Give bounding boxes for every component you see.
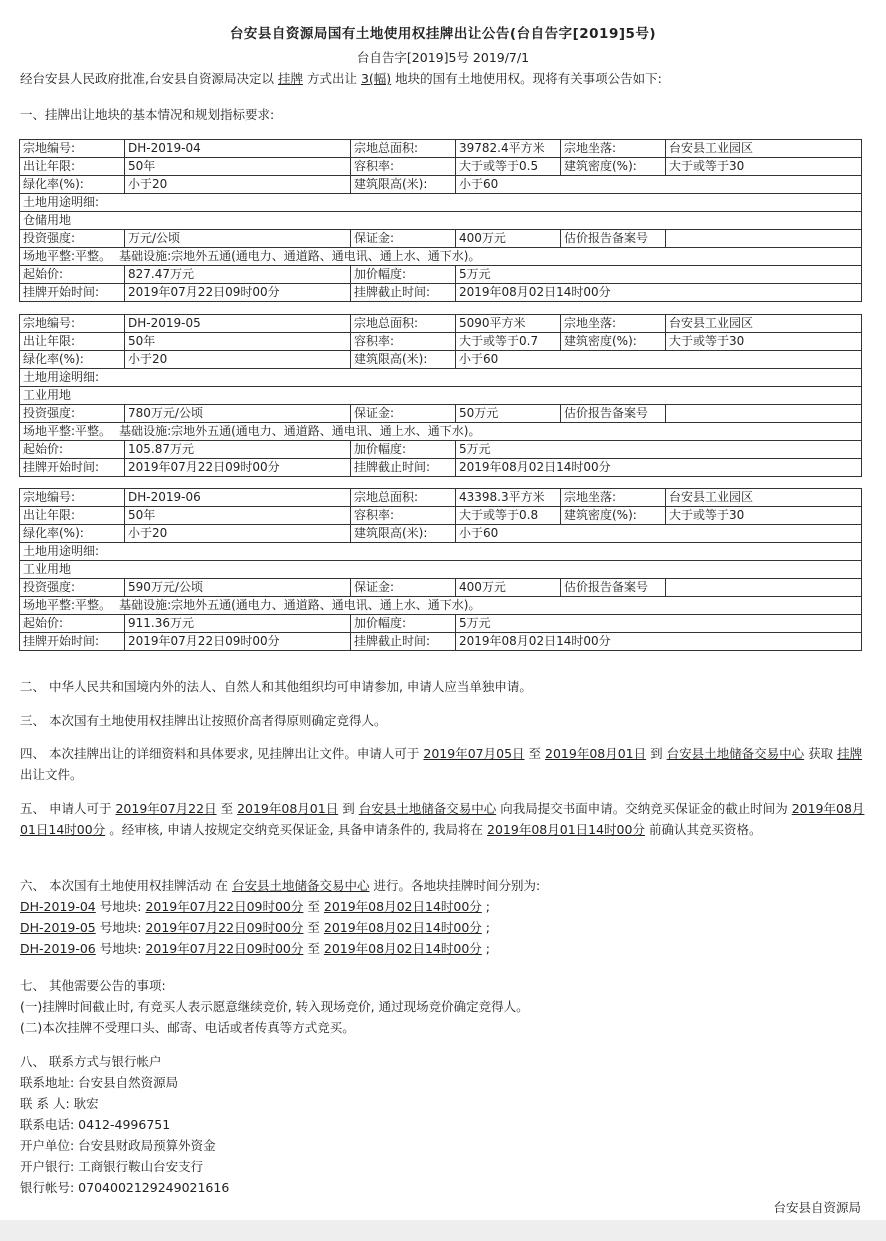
plot-row [20, 441, 862, 459]
schedule-start: 2019年07月22日09时00分 [145, 920, 304, 935]
plot-row [20, 597, 862, 615]
far-label: 容积率: [351, 507, 456, 525]
appraisal-label: 估价报告备案号 [561, 405, 666, 423]
area-value: 43398.3平方米 [456, 489, 561, 507]
plot-row [20, 543, 862, 561]
term-label: 出让年限: [20, 158, 125, 176]
increment-value: 5万元 [456, 266, 862, 284]
green-value: 小于20 [125, 525, 351, 543]
section5-text-d: 向我局提交书面申请。交纳竞买保证金的截止时间为 [500, 801, 788, 816]
far-label: 容积率: [351, 158, 456, 176]
end-time-value: 2019年08月02日14时00分 [456, 633, 862, 651]
investment-label: 投资强度: [20, 579, 125, 597]
section6-place: 台安县土地储备交易中心 [231, 878, 370, 893]
section5-date-end: 2019年08月01日 [237, 801, 339, 816]
appraisal-value [666, 579, 862, 597]
site-value: 平整。 [75, 424, 112, 438]
infra-value: 宗地外五通(通电力、通道路、通电讯、通上水、通下水)。 [171, 598, 481, 612]
deposit-label: 保证金: [351, 405, 456, 423]
schedule-to: 至 [307, 899, 320, 914]
schedule-start: 2019年07月22日09时00分 [145, 899, 304, 914]
plot-row [20, 230, 862, 248]
section5-confirm-time: 2019年08月01日14时00分 [487, 822, 645, 837]
intro-prefix: 经台安县人民政府批准,台安县自资源局决定以 [20, 71, 274, 86]
investment-label: 投资强度: [20, 405, 125, 423]
location-value: 台安县工业园区 [666, 315, 862, 333]
area-label: 宗地总面积: [351, 489, 456, 507]
schedule-end: 2019年08月02日14时00分 [323, 941, 482, 956]
plot-row [20, 315, 862, 333]
term-value: 50年 [125, 333, 351, 351]
plot-row [20, 212, 862, 230]
infra-value: 宗地外五通(通电力、通道路、通电讯、通上水、通下水)。 [171, 424, 481, 438]
plot-row [20, 525, 862, 543]
appraisal-value [666, 230, 862, 248]
bottom-bar [0, 1220, 886, 1241]
start-time-label: 挂牌开始时间: [20, 284, 125, 302]
plot-row [20, 387, 862, 405]
location-value: 台安县工业园区 [666, 140, 862, 158]
code-label: 宗地编号: [20, 140, 125, 158]
deposit-label: 保证金: [351, 579, 456, 597]
plot-row [20, 176, 862, 194]
infra-value: 宗地外五通(通电力、通道路、通电讯、通上水、通下水)。 [171, 249, 481, 263]
start-time-value: 2019年07月22日09时00分 [125, 284, 351, 302]
schedule-sep: ; [485, 941, 491, 956]
section4-date-start: 2019年07月05日 [423, 746, 525, 761]
area-value: 39782.4平方米 [456, 140, 561, 158]
infra-label: 基础设施: [119, 598, 172, 612]
schedule-line [20, 918, 490, 936]
plot-table [19, 488, 862, 651]
section4-text-b: 至 [528, 746, 542, 761]
green-value: 小于20 [125, 351, 351, 369]
site-infra-cell [20, 423, 862, 441]
start-time-value: 2019年07月22日09时00分 [125, 459, 351, 477]
plot-row [20, 248, 862, 266]
density-value: 大于或等于30 [666, 507, 862, 525]
schedule-sep: ; [485, 920, 491, 935]
appraisal-value [666, 405, 862, 423]
infra-label: 基础设施: [119, 424, 172, 438]
plot-row [20, 333, 862, 351]
plot-row [20, 351, 862, 369]
code-label: 宗地编号: [20, 489, 125, 507]
site-label: 场地平整: [23, 598, 76, 612]
schedule-end: 2019年08月02日14时00分 [323, 899, 482, 914]
deposit-label: 保证金: [351, 230, 456, 248]
contact-person: 联 系 人: 耿宏 [20, 1096, 99, 1111]
appraisal-label: 估价报告备案号 [561, 230, 666, 248]
use-value: 工业用地 [20, 561, 862, 579]
density-value: 大于或等于30 [666, 333, 862, 351]
green-label: 绿化率(%): [20, 176, 125, 194]
deposit-value: 400万元 [456, 230, 561, 248]
site-infra-cell [20, 597, 862, 615]
plot-row [20, 284, 862, 302]
site-value: 平整。 [75, 249, 112, 263]
height-label: 建筑限高(米): [351, 351, 456, 369]
document-number: 台自告字[2019]5号 2019/7/1 [356, 50, 530, 65]
section6-text-b: 进行。各地块挂牌时间分别为: [373, 878, 541, 893]
section5-text-b: 至 [220, 801, 234, 816]
schedule-code: DH-2019-04 [20, 899, 96, 914]
section4-method: 挂牌 [837, 746, 863, 761]
investment-value: 590万元/公顷 [125, 579, 351, 597]
code-label: 宗地编号: [20, 315, 125, 333]
use-detail-label: 土地用途明细: [20, 369, 862, 387]
deposit-value: 50万元 [456, 405, 561, 423]
section3-paragraph: 三、 本次国有土地使用权挂牌出让按照价高者得原则确定竞得人。 [20, 713, 387, 728]
section5-text-e: 。经审核, 申请人按规定交纳竞买保证金, 具备申请条件的, 我局将在 [109, 822, 484, 837]
intro-method: 挂牌 [277, 71, 303, 86]
height-value: 小于60 [456, 176, 862, 194]
plot-row [20, 369, 862, 387]
plot-row [20, 266, 862, 284]
density-label: 建筑密度(%): [561, 333, 666, 351]
section1-heading: 一、挂牌出让地块的基本情况和规划指标要求: [20, 107, 275, 122]
section4-date-end: 2019年08月01日 [545, 746, 647, 761]
site-infra-cell [20, 248, 862, 266]
green-label: 绿化率(%): [20, 351, 125, 369]
far-value: 大于或等于0.5 [456, 158, 561, 176]
section5-text-c: 到 [342, 801, 355, 816]
account-name: 开户单位: 台安县财政局预算外资金 [20, 1138, 216, 1153]
far-label: 容积率: [351, 333, 456, 351]
investment-value: 万元/公顷 [125, 230, 351, 248]
location-label: 宗地坐落: [561, 315, 666, 333]
site-label: 场地平整: [23, 249, 76, 263]
increment-value: 5万元 [456, 615, 862, 633]
section6-heading [20, 876, 540, 894]
plot-row [20, 459, 862, 477]
contact-phone: 联系电话: 0412-4996751 [20, 1117, 171, 1132]
section7-heading: 七、 其他需要公告的事项: [20, 978, 166, 993]
section4-text-a: 四、 本次挂牌出让的详细资料和具体要求, 见挂牌出让文件。申请人可于 [20, 746, 420, 761]
plot-row [20, 140, 862, 158]
term-value: 50年 [125, 158, 351, 176]
schedule-line [20, 939, 490, 957]
section4-text-e: 出让文件。 [20, 767, 83, 782]
start-price-label: 起始价: [20, 441, 125, 459]
location-value: 台安县工业园区 [666, 489, 862, 507]
section2-paragraph: 二、 中华人民共和国境内外的法人、自然人和其他组织均可申请参加, 申请人应当单独申请。 [20, 679, 532, 694]
intro-count: 3(幅) [360, 71, 392, 86]
schedule-mid: 号地块: [99, 941, 142, 956]
plot-row [20, 561, 862, 579]
plot-row [20, 194, 862, 212]
contact-address: 联系地址: 台安县自然资源局 [20, 1075, 179, 1090]
use-detail-label: 土地用途明细: [20, 543, 862, 561]
intro-paragraph [20, 69, 662, 87]
section5-deadline: 2019年08月01日14时00分 [20, 801, 865, 837]
start-time-label: 挂牌开始时间: [20, 633, 125, 651]
schedule-start: 2019年07月22日09时00分 [145, 941, 304, 956]
far-value: 大于或等于0.7 [456, 333, 561, 351]
investment-value: 780万元/公顷 [125, 405, 351, 423]
increment-value: 5万元 [456, 441, 862, 459]
plot-row [20, 423, 862, 441]
section7-item1: (一)挂牌时间截止时, 有竞买人表示愿意继续竞价, 转入现场竞价, 通过现场竞价确定竞得人。 [20, 999, 529, 1014]
start-price-label: 起始价: [20, 615, 125, 633]
height-value: 小于60 [456, 351, 862, 369]
section4-paragraph [20, 743, 865, 785]
start-price-value: 827.47万元 [125, 266, 351, 284]
schedule-line [20, 897, 490, 915]
signature: 台安县自资源局 [773, 1200, 861, 1215]
investment-label: 投资强度: [20, 230, 125, 248]
increment-label: 加价幅度: [351, 441, 456, 459]
increment-label: 加价幅度: [351, 615, 456, 633]
site-label: 场地平整: [23, 424, 76, 438]
term-value: 50年 [125, 507, 351, 525]
density-value: 大于或等于30 [666, 158, 862, 176]
green-label: 绿化率(%): [20, 525, 125, 543]
section5-text-a: 五、 申请人可于 [20, 801, 112, 816]
area-label: 宗地总面积: [351, 140, 456, 158]
section5-paragraph [20, 798, 865, 840]
end-time-label: 挂牌截止时间: [351, 459, 456, 477]
height-label: 建筑限高(米): [351, 176, 456, 194]
section4-place: 台安县土地储备交易中心 [666, 746, 805, 761]
section4-text-c: 到 [650, 746, 663, 761]
section8-heading: 八、 联系方式与银行帐户 [20, 1054, 162, 1069]
plot-row [20, 633, 862, 651]
schedule-to: 至 [307, 941, 320, 956]
end-time-value: 2019年08月02日14时00分 [456, 459, 862, 477]
deposit-value: 400万元 [456, 579, 561, 597]
plot-table [19, 139, 862, 302]
infra-label: 基础设施: [119, 249, 172, 263]
start-time-label: 挂牌开始时间: [20, 459, 125, 477]
start-price-value: 911.36万元 [125, 615, 351, 633]
code-value: DH-2019-05 [125, 315, 351, 333]
schedule-end: 2019年08月02日14时00分 [323, 920, 482, 935]
site-value: 平整。 [75, 598, 112, 612]
far-value: 大于或等于0.8 [456, 507, 561, 525]
area-label: 宗地总面积: [351, 315, 456, 333]
end-time-value: 2019年08月02日14时00分 [456, 284, 862, 302]
schedule-to: 至 [307, 920, 320, 935]
schedule-mid: 号地块: [99, 899, 142, 914]
term-label: 出让年限: [20, 333, 125, 351]
density-label: 建筑密度(%): [561, 507, 666, 525]
height-value: 小于60 [456, 525, 862, 543]
section4-text-d: 获取 [808, 746, 834, 761]
intro-suffix: 地块的国有土地使用权。现将有关事项公告如下: [395, 71, 662, 86]
code-value: DH-2019-04 [125, 140, 351, 158]
use-value: 仓储用地 [20, 212, 862, 230]
plot-row [20, 489, 862, 507]
section7-item2: (二)本次挂牌不受理口头、邮寄、电话或者传真等方式竞买。 [20, 1020, 355, 1035]
schedule-code: DH-2019-05 [20, 920, 96, 935]
section6-text-a: 六、 本次国有土地使用权挂牌活动 在 [20, 878, 228, 893]
appraisal-label: 估价报告备案号 [561, 579, 666, 597]
use-detail-label: 土地用途明细: [20, 194, 862, 212]
plot-table [19, 314, 862, 477]
plot-row [20, 579, 862, 597]
term-label: 出让年限: [20, 507, 125, 525]
increment-label: 加价幅度: [351, 266, 456, 284]
account-bank: 开户银行: 工商银行鞍山台安支行 [20, 1159, 204, 1174]
density-label: 建筑密度(%): [561, 158, 666, 176]
end-time-label: 挂牌截止时间: [351, 633, 456, 651]
schedule-code: DH-2019-06 [20, 941, 96, 956]
location-label: 宗地坐落: [561, 489, 666, 507]
intro-mid: 方式出让 [306, 71, 357, 86]
height-label: 建筑限高(米): [351, 525, 456, 543]
use-value: 工业用地 [20, 387, 862, 405]
plot-row [20, 158, 862, 176]
section5-text-f: 前确认其竞买资格。 [648, 822, 762, 837]
account-number: 银行帐号: 0704002129249021616 [20, 1180, 230, 1195]
section5-place: 台安县土地储备交易中心 [358, 801, 497, 816]
schedule-sep: ; [485, 899, 491, 914]
end-time-label: 挂牌截止时间: [351, 284, 456, 302]
plot-row [20, 615, 862, 633]
plot-row [20, 405, 862, 423]
code-value: DH-2019-06 [125, 489, 351, 507]
location-label: 宗地坐落: [561, 140, 666, 158]
page-title: 台安县自资源局国有土地使用权挂牌出让公告(台自告字[2019]5号) [229, 26, 657, 42]
start-price-label: 起始价: [20, 266, 125, 284]
start-price-value: 105.87万元 [125, 441, 351, 459]
area-value: 5090平方米 [456, 315, 561, 333]
section5-date-start: 2019年07月22日 [115, 801, 217, 816]
green-value: 小于20 [125, 176, 351, 194]
start-time-value: 2019年07月22日09时00分 [125, 633, 351, 651]
plot-row [20, 507, 862, 525]
schedule-mid: 号地块: [99, 920, 142, 935]
